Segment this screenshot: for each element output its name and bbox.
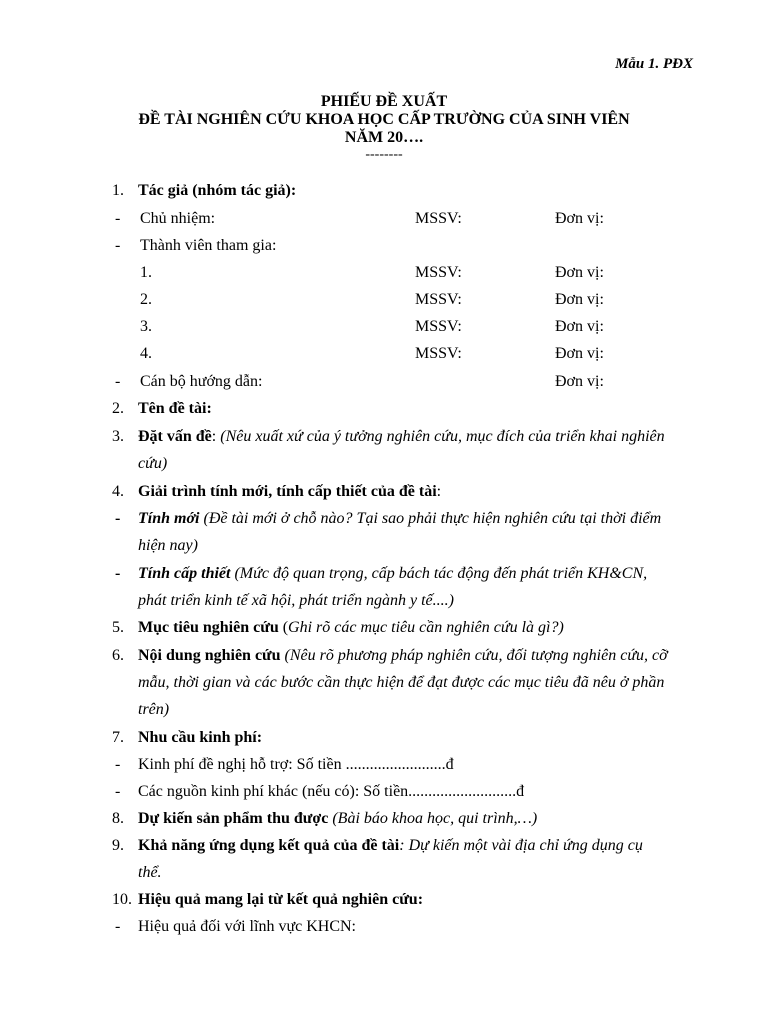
- section-heading: Giải trình tính mới, tính cấp thiết của đề tài: [138, 483, 437, 500]
- title-line-1: PHIẾU ĐỀ XUẤT: [320, 93, 448, 110]
- form-code: Mẫu 1. PĐX: [615, 56, 693, 72]
- section-note: Ghi rõ các mục tiêu cần nghiên cứu là gì?): [288, 619, 564, 636]
- title-line-2: ĐỀ TÀI NGHIÊN CỨU KHOA HỌC CẤP TRƯỜNG CỦA SINH VIÊN: [138, 111, 630, 128]
- dash: -: [115, 210, 121, 227]
- label-mssv: MSSV:: [415, 291, 462, 308]
- section-heading: Hiệu quả mang lại từ kết quả nghiên cứu:: [138, 891, 424, 908]
- title-line-3: NĂM 20….: [344, 129, 424, 146]
- label-don-vi: Đơn vị:: [555, 210, 604, 227]
- dash: -: [115, 783, 121, 800]
- section-number: 3.: [112, 428, 124, 445]
- label-don-vi: Đơn vị:: [555, 373, 604, 390]
- item-note: phát triển kinh tế xã hội, phát triển ngành y tế....): [138, 592, 454, 609]
- section-heading: Mục tiêu nghiên cứu: [138, 619, 279, 636]
- section-number: 5.: [112, 619, 124, 636]
- label-don-vi: Đơn vị:: [555, 345, 604, 362]
- section-number: 10.: [112, 891, 132, 908]
- label-mssv: MSSV:: [415, 264, 462, 281]
- colon: :: [436, 483, 442, 500]
- member-number: 4.: [140, 345, 152, 362]
- item-text: Các nguồn kinh phí khác (nếu có): Số tiền...........................đ: [138, 783, 525, 800]
- label-don-vi: Đơn vị:: [555, 264, 604, 281]
- label-don-vi: Đơn vị:: [555, 318, 604, 335]
- member-number: 1.: [140, 264, 152, 281]
- label-can-bo: Cán bộ hướng dẫn:: [140, 373, 263, 390]
- dash: -: [115, 756, 121, 773]
- section-heading: Tác giả (nhóm tác giả):: [138, 182, 297, 199]
- paren-open: (: [278, 619, 289, 636]
- title-divider: --------: [365, 147, 403, 162]
- dash: -: [115, 237, 121, 254]
- section-number: 9.: [112, 837, 124, 854]
- section-heading: Tên đề tài:: [138, 400, 212, 417]
- section-line: [138, 426, 665, 448]
- section-line: [138, 617, 564, 639]
- item-text: Hiệu quả đối với lĩnh vực KHCN:: [138, 918, 356, 935]
- label-chu-nhiem: Chủ nhiệm:: [140, 210, 216, 227]
- label-mssv: MSSV:: [415, 210, 462, 227]
- item-note: (Đề tài mới ở chỗ nào? Tại sao phải thực hiện nghiên cứu tại thời điểm: [199, 510, 662, 527]
- member-number: 2.: [140, 291, 152, 308]
- section-note: thể.: [138, 864, 162, 881]
- label-mssv: MSSV:: [415, 318, 462, 335]
- section-number: 8.: [112, 810, 124, 827]
- item-label: Tính mới: [138, 510, 200, 527]
- section-number: 2.: [112, 400, 124, 417]
- separator: :: [211, 428, 221, 445]
- section-note: trên): [138, 701, 170, 718]
- dash: -: [115, 565, 121, 582]
- section-line: [138, 808, 537, 830]
- section-note: (Bài báo khoa học, qui trình,…): [328, 810, 538, 827]
- section-heading: Đặt vấn đề: [138, 428, 212, 445]
- label-mssv: MSSV:: [415, 345, 462, 362]
- section-note: mẫu, thời gian và các bước cần thực hiện để đạt được các mục tiêu đã nêu ở phần: [138, 674, 665, 691]
- section-note: Dự kiến một vài địa chỉ ứng dụng cụ: [408, 837, 643, 854]
- section-number: 4.: [112, 483, 124, 500]
- colon: :: [399, 837, 409, 854]
- section-note: (Nêu rõ phương pháp nghiên cứu, đối tượng nghiên cứu, cỡ: [280, 647, 668, 664]
- item-line: [138, 508, 661, 530]
- item-label: Tính cấp thiết: [138, 565, 231, 582]
- item-line: [138, 563, 647, 585]
- item-note: hiện nay): [138, 537, 198, 554]
- item-note: (Mức độ quan trọng, cấp bách tác động đến phát triển KH&CN,: [230, 565, 648, 582]
- section-number: 6.: [112, 647, 124, 664]
- section-line: [138, 481, 441, 503]
- section-heading: Nhu cầu kinh phí:: [138, 729, 263, 746]
- section-note: cứu): [138, 455, 168, 472]
- member-number: 3.: [140, 318, 152, 335]
- dash: -: [115, 373, 121, 390]
- section-number: 1.: [112, 182, 124, 199]
- section-heading: Khả năng ứng dụng kết quả của đề tài: [138, 837, 400, 854]
- section-number: 7.: [112, 729, 124, 746]
- section-line: [138, 645, 668, 667]
- section-line: [138, 835, 643, 857]
- section-heading: Dự kiến sản phẩm thu được: [138, 810, 329, 827]
- label-thanh-vien: Thành viên tham gia:: [140, 237, 277, 254]
- item-text: Kinh phí đề nghị hỗ trợ: Số tiền .........................đ: [138, 756, 454, 773]
- dash: -: [115, 918, 121, 935]
- dash: -: [115, 510, 121, 527]
- section-note: (Nêu xuất xứ của ý tưởng nghiên cứu, mục đích của triển khai nghiên: [220, 428, 665, 445]
- section-heading: Nội dung nghiên cứu: [138, 647, 281, 664]
- label-don-vi: Đơn vị:: [555, 291, 604, 308]
